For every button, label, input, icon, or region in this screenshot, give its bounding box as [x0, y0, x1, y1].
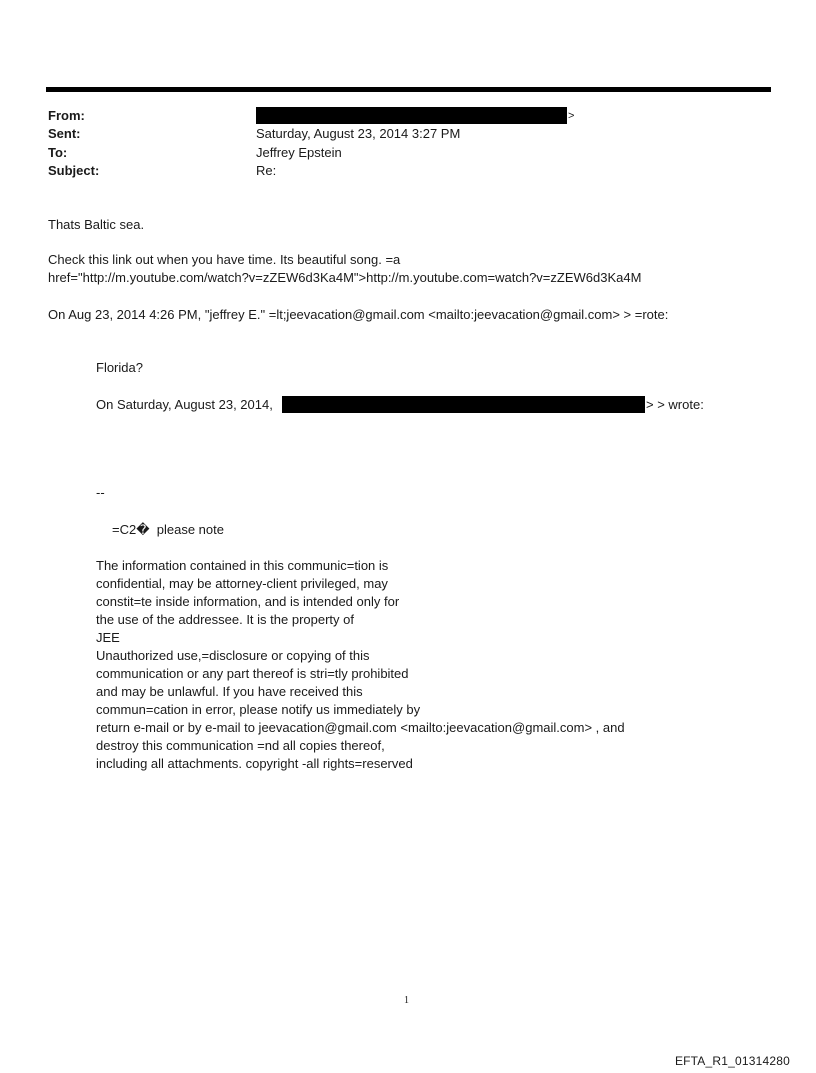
to-value: Jeffrey Epstein — [256, 145, 342, 160]
subject-label: Subject: — [48, 163, 100, 178]
please-note: =C2� please note — [112, 522, 224, 537]
disclaimer-line: confidential, may be attorney-client privileged, may — [96, 576, 388, 591]
from-suffix: > — [568, 110, 575, 122]
signature-separator: -- — [96, 485, 105, 500]
quoted-wrote: > > wrote: — [646, 397, 704, 412]
subject-value: Re: — [256, 163, 277, 178]
body-line: Check this link out when you have time. Its beautiful song. =a — [48, 252, 401, 267]
to-label: To: — [48, 145, 68, 160]
quoted-attribution: On Saturday, August 23, 2014, — [96, 397, 273, 412]
sent-label: Sent: — [48, 126, 81, 141]
disclaimer-line: the use of the addressee. It is the property of — [96, 612, 354, 627]
disclaimer-line: communication or any part thereof is stri=tly prohibited — [96, 666, 409, 681]
quoted-line: Florida? — [96, 360, 143, 375]
body-link-line: href="http://m.youtube.com/watch?v=zZEW6d3Ka4M">http://m.youtube.com=watch?v=zZEW6d3Ka4M — [48, 270, 642, 285]
disclaimer-line: commun=cation in error, please notify us immediately by — [96, 702, 421, 717]
disclaimer-line: including all attachments. copyright -all rights=reserved — [96, 756, 413, 771]
disclaimer-line: constit=te inside information, and is intended only for — [96, 594, 400, 609]
reply-attribution: On Aug 23, 2014 4:26 PM, "jeffrey E." =lt;jeevacation@gmail.com <mailto:jeevacation@gmail.com> > =rote: — [48, 307, 669, 322]
disclaimer-line: and may be unlawful. If you have received this — [96, 684, 363, 699]
sent-value: Saturday, August 23, 2014 3:27 PM — [256, 126, 461, 141]
header-rule — [46, 87, 771, 92]
disclaimer-line: return e-mail or by e-mail to jeevacation@gmail.com <mailto:jeevacation@gmail.com> , and — [96, 720, 625, 735]
page-number: 1 — [404, 995, 409, 1006]
from-label: From: — [48, 108, 85, 123]
document-id: EFTA_R1_01314280 — [674, 1054, 790, 1068]
disclaimer-line: destroy this communication =nd all copies thereof, — [96, 738, 385, 753]
disclaimer-line: The information contained in this communic=tion is — [96, 558, 389, 573]
body-line: Thats Baltic sea. — [48, 217, 145, 232]
redacted-address — [282, 396, 645, 413]
redacted-sender — [256, 107, 567, 124]
disclaimer-line: JEE — [96, 630, 120, 645]
disclaimer-line: Unauthorized use,=disclosure or copying of this — [96, 648, 370, 663]
